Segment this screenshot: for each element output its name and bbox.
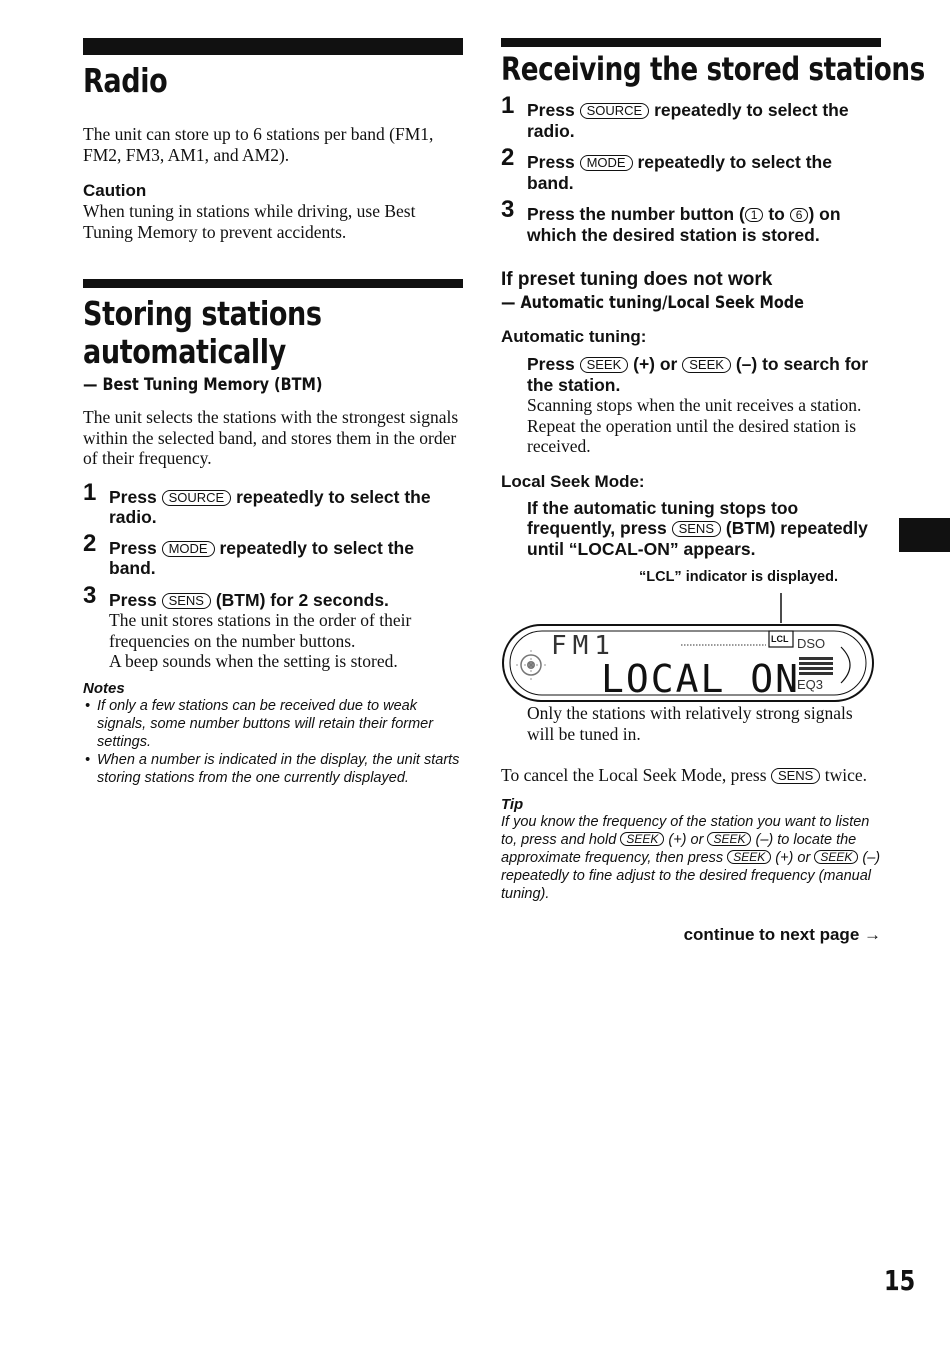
step-number: 3 bbox=[83, 581, 97, 609]
receiving-title: Receiving the stored stations bbox=[501, 50, 925, 88]
mode-button-icon: MODE bbox=[162, 541, 215, 557]
tip-text: (+) or bbox=[668, 831, 704, 848]
step-number: 1 bbox=[501, 92, 515, 119]
step-number: 2 bbox=[501, 144, 515, 171]
receiving-step-2 bbox=[501, 144, 881, 193]
seek-minus-button-icon: SEEK bbox=[814, 850, 858, 864]
tip-text: If you know the frequency of the station you want to listen to, press and hold bbox=[501, 813, 870, 848]
seek-plus-button-icon: SEEK bbox=[580, 357, 629, 373]
seek-minus-button-icon: SEEK bbox=[682, 357, 731, 373]
caution-heading: Caution bbox=[83, 181, 147, 200]
continue-next-page: continue to next page → bbox=[683, 924, 881, 944]
step-text: Press bbox=[527, 100, 575, 120]
step-description: The unit stores stations in the order of their frequencies on the number buttons. bbox=[109, 610, 412, 651]
step-number: 2 bbox=[83, 529, 97, 557]
step-text: to bbox=[768, 204, 785, 224]
tip-heading: Tip bbox=[501, 795, 524, 813]
auto-tuning-heading: Automatic tuning: bbox=[501, 327, 647, 346]
auto-tuning-instruction bbox=[527, 354, 881, 395]
step-text: ) on which the desired station is stored. bbox=[527, 204, 841, 245]
note-text: If only a few stations can be received due to weak signals, some number buttons will retain their former settings. bbox=[97, 697, 434, 750]
step-text: repeatedly to select the band. bbox=[109, 537, 414, 578]
sens-button-icon: SENS bbox=[162, 593, 211, 609]
note-text: When a number is indicated in the display, the unit starts storing stations from the one currently displayed. bbox=[97, 751, 460, 786]
preset-subtitle: — Automatic tuning/Local Seek Mode bbox=[501, 293, 804, 313]
instr-text: (BTM) repeatedly until “LOCAL-ON” appears. bbox=[527, 518, 868, 559]
source-button-icon: SOURCE bbox=[162, 490, 232, 506]
preset-heading: If preset tuning does not work bbox=[501, 269, 773, 290]
local-seek-heading: Local Seek Mode: bbox=[501, 471, 645, 491]
storing-step-2 bbox=[83, 529, 463, 579]
local-seek-block bbox=[501, 498, 881, 560]
auto-tuning-block bbox=[501, 354, 881, 457]
receiving-step-1 bbox=[501, 92, 881, 141]
step-text: Press bbox=[109, 537, 157, 558]
step-text: repeatedly to select the band. bbox=[527, 152, 832, 193]
sens-button-icon: SENS bbox=[672, 521, 721, 537]
number-6-button-icon: 6 bbox=[790, 208, 809, 222]
receiving-step-3 bbox=[501, 196, 881, 245]
local-seek-instruction bbox=[527, 498, 881, 560]
auto-tuning-description: Scanning stops when the unit receives a station. Repeat the operation until the desired station is received. bbox=[527, 395, 862, 456]
section-rule bbox=[501, 38, 881, 47]
left-column bbox=[83, 38, 463, 787]
lcl-caption: “LCL” indicator is displayed. bbox=[639, 569, 839, 585]
tip-text: (–) repeatedly to fine adjust to the desired frequency (manual tuning). bbox=[501, 849, 881, 902]
number-1-button-icon: 1 bbox=[745, 208, 764, 222]
note-item: • When a number is indicated in the display, the unit starts storing stations from the one currently displayed. bbox=[85, 751, 460, 786]
display-band: FM1 bbox=[551, 631, 616, 661]
tip-text: (–) to locate the approximate frequency, then press bbox=[501, 831, 857, 866]
cancel-local-seek bbox=[501, 765, 881, 786]
seek-minus-button-icon: SEEK bbox=[707, 832, 751, 846]
right-column bbox=[501, 38, 925, 945]
section-rule bbox=[83, 279, 463, 288]
cancel-text: To cancel the Local Seek Mode, press bbox=[501, 765, 767, 785]
instr-text: Press bbox=[527, 354, 575, 374]
storing-step-3 bbox=[83, 581, 463, 672]
radio-intro: The unit can store up to 6 stations per band (FM1, FM2, FM3, AM1, and AM2). bbox=[83, 124, 434, 165]
storing-title-line2: automatically bbox=[83, 332, 286, 371]
step-text: (BTM) for 2 seconds. bbox=[215, 589, 389, 610]
storing-step-1 bbox=[83, 478, 463, 528]
note-item: • If only a few stations can be received due to weak signals, some number buttons will retain their former settings. bbox=[85, 697, 434, 750]
step-number: 3 bbox=[501, 196, 515, 223]
notes-heading: Notes bbox=[83, 679, 125, 697]
step-text: repeatedly to select the radio. bbox=[109, 486, 431, 527]
cancel-text: twice. bbox=[824, 765, 867, 785]
mode-button-icon: MODE bbox=[580, 155, 633, 171]
seek-plus-button-icon: SEEK bbox=[727, 850, 771, 864]
storing-subtitle: — Best Tuning Memory (BTM) bbox=[83, 375, 323, 395]
step-text: Press the number button ( bbox=[527, 204, 745, 224]
instr-text: (+) or bbox=[633, 354, 678, 374]
page-number: 15 bbox=[884, 1264, 916, 1297]
caution-text: When tuning in stations while driving, use Best Tuning Memory to prevent accidents. bbox=[83, 201, 416, 242]
section-tab bbox=[899, 518, 950, 552]
step-text: Press bbox=[109, 589, 157, 610]
source-button-icon: SOURCE bbox=[580, 103, 650, 119]
step-number: 1 bbox=[83, 478, 97, 506]
instr-text: If the automatic tuning stops too frequently, press bbox=[527, 497, 799, 538]
tip-text: (+) or bbox=[775, 849, 811, 866]
instr-text: (–) to search for the station. bbox=[527, 354, 869, 395]
radio-title: Radio bbox=[83, 61, 168, 100]
step-text: repeatedly to select the radio. bbox=[527, 100, 849, 141]
sens-button-icon: SENS bbox=[771, 768, 820, 784]
local-seek-result: Only the stations with relatively strong signals will be tuned in. bbox=[527, 703, 853, 744]
display-illustration bbox=[501, 585, 881, 705]
storing-intro: The unit selects the stations with the strongest signals within the selected band, and stores them in the order of their frequency. bbox=[83, 407, 459, 468]
lcl-indicator: LCL bbox=[771, 634, 789, 644]
dso-indicator: DSO bbox=[797, 636, 826, 651]
eq-indicator: EQ3 bbox=[797, 677, 824, 692]
step-text: Press bbox=[109, 486, 157, 507]
step-description: A beep sounds when the setting is stored. bbox=[109, 651, 398, 671]
seek-plus-button-icon: SEEK bbox=[620, 832, 664, 846]
step-text: Press bbox=[527, 152, 575, 172]
section-rule bbox=[83, 38, 463, 55]
display-message: LOCAL ON bbox=[601, 657, 801, 701]
storing-title-line1: Storing stations bbox=[83, 294, 322, 333]
tip-body bbox=[501, 813, 881, 903]
